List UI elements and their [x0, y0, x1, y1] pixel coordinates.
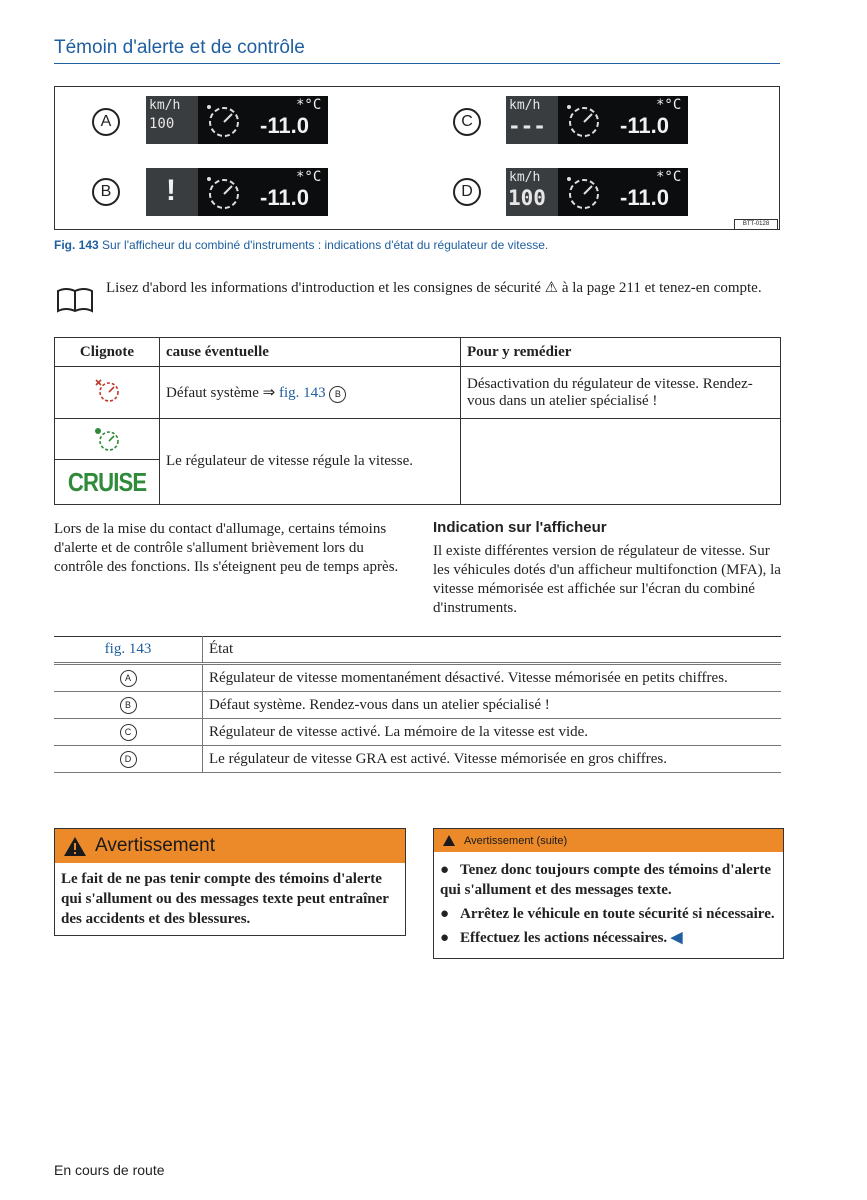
temperature-unit: *°C	[656, 97, 682, 113]
remedy-cell: Désactivation du régulateur de vitesse. Rendez-vous dans un atelier spécialisé !	[461, 367, 781, 419]
page-footer: En cours de route	[54, 1162, 165, 1178]
state-table	[54, 636, 781, 773]
speedometer-icon	[562, 100, 606, 140]
intro-text: Lisez d'abord les informations d'introduction et les consignes de sécurité ⚠ à la page 211 et tenez-en compte.	[106, 280, 762, 296]
speedometer-icon	[202, 172, 246, 212]
state-text: Le régulateur de vitesse GRA est activé. Vitesse mémorisée en gros chiffres.	[203, 746, 782, 773]
list-item-text: Arrêtez le véhicule en toute sécurité si nécessaire.	[460, 906, 775, 922]
temperature-value: -11.0	[620, 185, 669, 210]
reference-marker: C	[120, 724, 137, 741]
reference-marker: B	[120, 697, 137, 714]
state-text: Régulateur de vitesse activé. La mémoire de la vitesse est vide.	[203, 719, 782, 746]
end-marker-icon: ◀	[670, 930, 683, 946]
title-divider	[54, 63, 780, 64]
panel-b-label: B	[92, 178, 120, 206]
page-title: Témoin d'alerte et de contrôle	[54, 37, 305, 58]
panel-c-label: C	[453, 108, 481, 136]
figure-code: BTT-0128	[734, 219, 778, 230]
table-cell	[160, 367, 461, 419]
cruise-active-icon	[92, 425, 122, 453]
display-panel-c	[506, 96, 688, 144]
cause-text: Défaut système ⇒	[166, 384, 276, 401]
unit-label: km/h	[509, 98, 541, 113]
speed-value: ---	[508, 114, 546, 138]
list-item-text: Tenez donc toujours compte des témoins d'alerte qui s'allument et des messages texte.	[440, 862, 772, 898]
warning-text: Le fait de ne pas tenir compte des témoins d'alerte qui s'allument ou des messages texte peut entraîner des accidents et des blessures.	[61, 871, 389, 927]
table-row	[54, 719, 781, 746]
temperature-value: -11.0	[620, 113, 669, 138]
list-item: ● Effectuez les actions nécessaires. ◀	[440, 930, 683, 946]
cruise-indicator: CRUISE	[67, 466, 147, 497]
figure-caption	[54, 238, 548, 252]
table-row	[54, 746, 781, 773]
temperature-value: -11.0	[260, 113, 309, 138]
figure-link[interactable]: fig. 143	[278, 384, 326, 401]
list-item: ● Tenez donc toujours compte des témoins d'alerte qui s'allument et des messages texte.	[440, 862, 772, 898]
warning-triangle-icon	[63, 835, 87, 857]
warning-header	[434, 829, 783, 852]
figure-caption-label: Fig. 143	[54, 238, 99, 252]
intro-paragraph: Lors de la mise du contact d'allumage, certains témoins d'alerte et de contrôle s'allument brièvement lors du contrôle des fonctions. Ils s'éteignent peu de temps après.	[54, 521, 399, 575]
fault-indicator: !	[166, 174, 176, 207]
list-item-text: Effectuez les actions nécessaires.	[460, 930, 668, 946]
remedy-cell	[461, 419, 781, 505]
speed-value: 100	[149, 116, 175, 132]
table-header: cause éventuelle	[160, 338, 461, 367]
warning-list	[434, 852, 783, 958]
speed-value: 100	[508, 186, 546, 210]
unit-label: km/h	[149, 98, 181, 113]
display-panel-d	[506, 168, 688, 216]
table-cell	[54, 719, 203, 746]
warning-triangle-icon	[442, 834, 456, 847]
state-text: Régulateur de vitesse momentanément désactivé. Vitesse mémorisée en petits chiffres.	[203, 664, 782, 692]
figure-link[interactable]: fig. 143	[104, 641, 152, 657]
temperature-unit: *°C	[296, 169, 322, 185]
temperature-value: -11.0	[260, 185, 309, 210]
table-header: État	[203, 637, 782, 664]
table-cell	[54, 664, 203, 692]
book-icon	[56, 287, 94, 313]
table-cell	[55, 367, 160, 419]
panel-a-label: A	[92, 108, 120, 136]
list-item: ● Arrêtez le véhicule en toute sécurité si nécessaire.	[440, 906, 775, 922]
display-panel-b	[146, 168, 328, 216]
temperature-unit: *°C	[656, 169, 682, 185]
speedometer-icon	[202, 100, 246, 140]
section-heading: Indication sur l'afficheur	[433, 519, 607, 536]
unit-label: km/h	[509, 170, 541, 185]
warning-header	[55, 829, 405, 863]
display-panel-a	[146, 96, 328, 144]
table-cell	[55, 419, 160, 505]
cruise-fault-icon	[92, 376, 122, 404]
warning-title: Avertissement	[95, 835, 216, 856]
state-text: Défaut système. Rendez-vous dans un atelier spécialisé !	[203, 692, 782, 719]
speedometer-icon	[562, 172, 606, 212]
table-row	[54, 664, 781, 692]
table-row	[54, 692, 781, 719]
warning-box	[54, 828, 406, 936]
cause-text: Le régulateur de vitesse régule la vitesse.	[160, 419, 461, 505]
reference-marker: D	[120, 751, 137, 768]
table-cell	[54, 746, 203, 773]
warning-continued-box	[433, 828, 784, 959]
table-header: Clignote	[55, 338, 160, 367]
reference-marker: B	[329, 386, 346, 403]
table-cell	[54, 692, 203, 719]
table-header: Pour y remédier	[461, 338, 781, 367]
figure-caption-text: Sur l'afficheur du combiné d'instruments : indications d'état du régulateur de vitesse.	[102, 238, 549, 252]
reference-marker: A	[120, 670, 137, 687]
warning-lights-table	[54, 337, 781, 505]
section-paragraph: Il existe différentes version de régulateur de vitesse. Sur les véhicules dotés d'un afficheur multifonction (MFA), la vitesse mémorisée est affichée sur l'écran du combiné d'instruments.	[433, 543, 781, 616]
panel-d-label: D	[453, 178, 481, 206]
warning-title: Avertissement (suite)	[464, 834, 568, 847]
temperature-unit: *°C	[296, 97, 322, 113]
table-header	[54, 637, 203, 664]
